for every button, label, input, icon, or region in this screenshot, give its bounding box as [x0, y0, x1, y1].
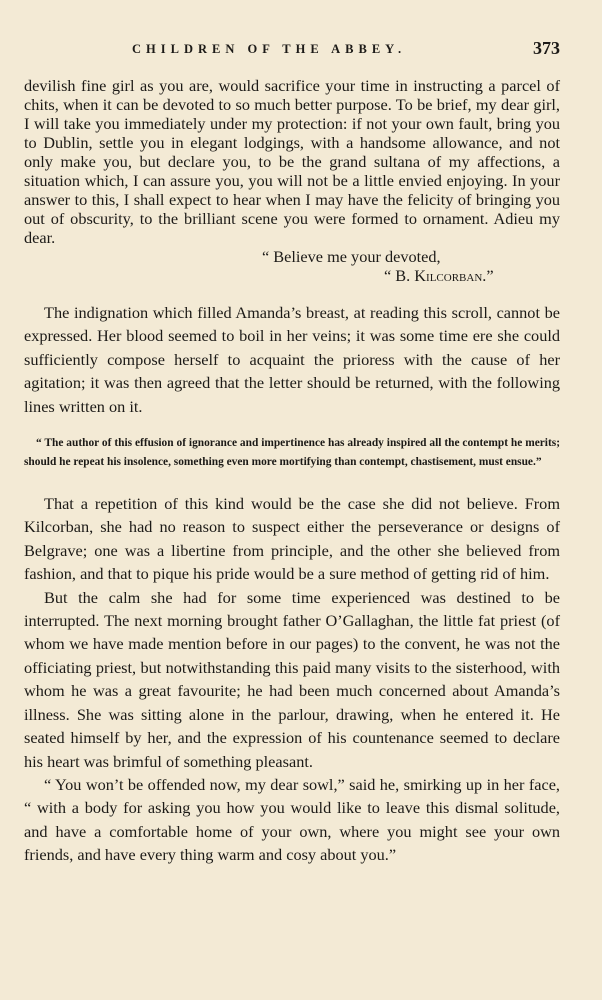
- signature-prefix: “ B.: [384, 266, 415, 285]
- letter-text: devilish fine girl as you are, would sacrifice your time in instructing a parcel of chits, when it can be devoted to so much better purpose. To be brief, my dear girl, I will take you immediately under my protection: if not your own fault, bring you to Dublin, settle you in elegant lodgings, with a handsome allowance, and not only make you, but declare you, to be the grand sultana of my affections, a situation which, I can assure you, you will not be a little envied enjoying. In your answer to this, I shall expect to hear when I may have the felicity of bringing you out of obscurity, to the brilliant scene you were formed to ornament. Adieu my dear.: [24, 76, 560, 247]
- signoff-signature: [24, 266, 560, 285]
- signature-name: Kilcorban.: [414, 266, 487, 285]
- paragraph: “ You won’t be offended now, my dear sowl,” said he, smirking up in her face, “ with a body for asking you how you would like to leave this dismal solitude, and have a comfortable home of your own, where you might see your own friends, and have every thing warm and cosy about you.”: [24, 774, 560, 865]
- signature-suffix: ”: [486, 266, 494, 285]
- letter-signoff: [24, 247, 560, 285]
- paragraph: That a repetition of this kind would be the case she did not believe. From Kilcorban, she had no reason to suspect either the perseverance or designs of Belgrave; one was a libertine from principle, and the other she believed from fashion, and that to pique his pride would be a sure method of getting rid of him.: [24, 494, 560, 584]
- signoff-line: “ Believe me your devoted,: [262, 247, 441, 266]
- body-text-second: [24, 492, 560, 867]
- page-header: [24, 38, 560, 62]
- page-number: 373: [533, 38, 560, 58]
- body-text-first: [24, 301, 560, 418]
- letter-excerpt: [24, 76, 560, 285]
- running-head: CHILDREN OF THE ABBEY.: [132, 42, 407, 56]
- quoted-note: “ The author of this effusion of ignorance and impertinence has already inspired all the contempt he merits; should he repeat his insolence, something even more mortifying than contempt, chastisement, must ensue.”: [24, 437, 560, 469]
- paragraph: But the calm she had for some time experienced was destined to be interrupted. The next morning brought father O’Gallaghan, the little fat priest (of whom we have made mention before in our pages) to the convent, he was not the officiating priest, but notwithstanding this paid many visits to the sisterhood, with whom he was a great favourite; he had been much concerned about Amanda’s illness. She was sitting alone in the parlour, drawing, when he entered it. He seated himself by her, and the expression of his countenance seemed to declare his heart was brimful of something pleasant.: [24, 587, 560, 771]
- paragraph: The indignation which filled Amanda’s breast, at reading this scroll, cannot be expressed. Her blood seemed to boil in her veins; it was some time ere she could sufficiently compose herself to acquaint the prioress with the cause of her agitation; it was then agreed that the letter should be returned, with the following lines written on it.: [24, 303, 560, 416]
